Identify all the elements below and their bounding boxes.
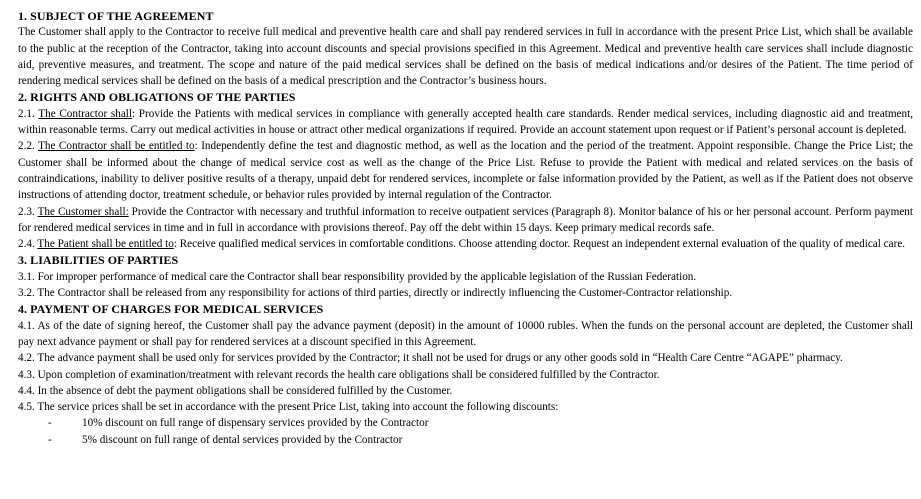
bullet-dash: - bbox=[48, 433, 52, 446]
section-title-payment: 4. PAYMENT OF CHARGES FOR MEDICAL SERVICES bbox=[18, 302, 324, 317]
clause-number: 2.3. bbox=[18, 205, 38, 218]
subject-paragraph: The Customer shall apply to the Contractor to receive full medical and preventive health care and shall pay rendered services in full in accordance with the present Price List, which shall be available to the public at the reception of the Contractor, taking into account discounts and special provisions specified in this Agreement. Medical and preventive health care services shall include diagnostic aid, preventive measures, and treatment. The scope and nature of the paid medical services shall be defined on the basis of medical indications and/or desires of the Patient. The time period of rendering medical services shall be defined on the basis of a medical prescription and the Contractor’s business hours. bbox=[18, 26, 913, 88]
clause-3-2: 3.2. The Contractor shall be released from any responsibility for actions of third parties, directly or indirectly influencing the Customer-Contractor relationship. bbox=[18, 287, 733, 300]
section-title-subject: 1. SUBJECT OF THE AGREEMENT bbox=[18, 9, 214, 23]
clause-4-5: 4.5. The service prices shall be set in accordance with the present Price List, taking into account the following discounts: bbox=[18, 401, 559, 414]
bullet-text: 10% discount on full range of dispensary services provided by the Contractor bbox=[82, 417, 429, 430]
discount-bullet bbox=[18, 432, 913, 448]
clause-3-1: 3.1. For improper performance of medical care the Contractor shall bear responsibility provided by the applicable legislation of the Russian Federation. bbox=[18, 270, 697, 283]
clause-text: : Provide the Patients with medical services in compliance with generally accepted health care standards. Render medical services, including diagnostic aid and treatment, within reasonable terms. Carry out medical activities in house or attract other medical organizations if required. Provide an account statement upon request or if Patient’s personal account is depleted. bbox=[18, 107, 913, 137]
clause-text: : Independently define the test and diagnostic method, as well as the location and the period of the treatment. Appoint responsible. Change the Price List; the Customer shall be informed about the change of medical service cost as well as the change of the Price List. Refuse to provide the Patient with medical and related services on the basis of contraindications, inability to deliver positive results of a therapy, unpaid debt for rendered services, incomplete or false information provided by the Patient, as well as if the Patient does not observe instructions of attending doctor, treatment schedule, or behavior rules provided by internal regulation of the Contractor. bbox=[18, 140, 913, 202]
clause-number: 2.1. bbox=[18, 107, 39, 120]
section-title-rights: 2. RIGHTS AND OBLIGATIONS OF THE PARTIES bbox=[18, 90, 296, 105]
clause-number: 2.2. bbox=[18, 140, 39, 153]
clause-label: The Contractor shall be entitled to bbox=[38, 140, 195, 153]
clause-label: The Customer shall: bbox=[37, 205, 129, 218]
clause-4-1: 4.1. As of the date of signing hereof, the Customer shall pay the advance payment (deposit) in the amount of 10000 rubles. When the funds on the personal account are depleted, the Customer shall pay next advance payment or shall pay for rendered services at a discount specified in this Agreement. bbox=[18, 319, 913, 348]
section-title-liabilities: 3. LIABILITIES OF PARTIES bbox=[18, 253, 179, 268]
clause-2-4 bbox=[18, 236, 913, 252]
clause-2-3 bbox=[18, 204, 913, 237]
clause-4-3: 4.3. Upon completion of examination/treatment with relevant records the health care obligations shall be considered fulfilled by the Contractor. bbox=[18, 368, 660, 381]
clause-text: Provide the Contractor with necessary and truthful information to receive outpatient services (Paragraph 8). Monitor balance of his or her personal account. Perform payment for rendered medical services in time and in full in accordance with provisions thereof. Pay off the debt within 15 days. Keep primary medical records safe. bbox=[18, 205, 913, 234]
clause-text: : Receive qualified medical services in comfortable conditions. Choose attending doctor. Request an independent external evaluation of the quality of medical care. bbox=[173, 238, 906, 251]
clause-4-2: 4.2. The advance payment shall be used only for services provided by the Contractor; it shall not be used for drugs or any other goods sold in “Health Care Centre “AGAPE” pharmacy. bbox=[18, 352, 843, 365]
bullet-text: 5% discount on full range of dental services provided by the Contractor bbox=[82, 433, 403, 446]
clause-4-4: 4.4. In the absence of debt the payment obligations shall be considered fulfilled by the Customer. bbox=[18, 384, 453, 397]
clause-2-2 bbox=[18, 138, 913, 203]
bullet-dash: - bbox=[48, 417, 52, 430]
clause-number: 2.4. bbox=[18, 238, 38, 251]
discount-bullet bbox=[18, 415, 913, 431]
clause-label: The Patient shall be entitled to bbox=[37, 238, 174, 251]
clause-2-1 bbox=[18, 106, 913, 139]
clause-label: The Contractor shall bbox=[38, 107, 133, 120]
